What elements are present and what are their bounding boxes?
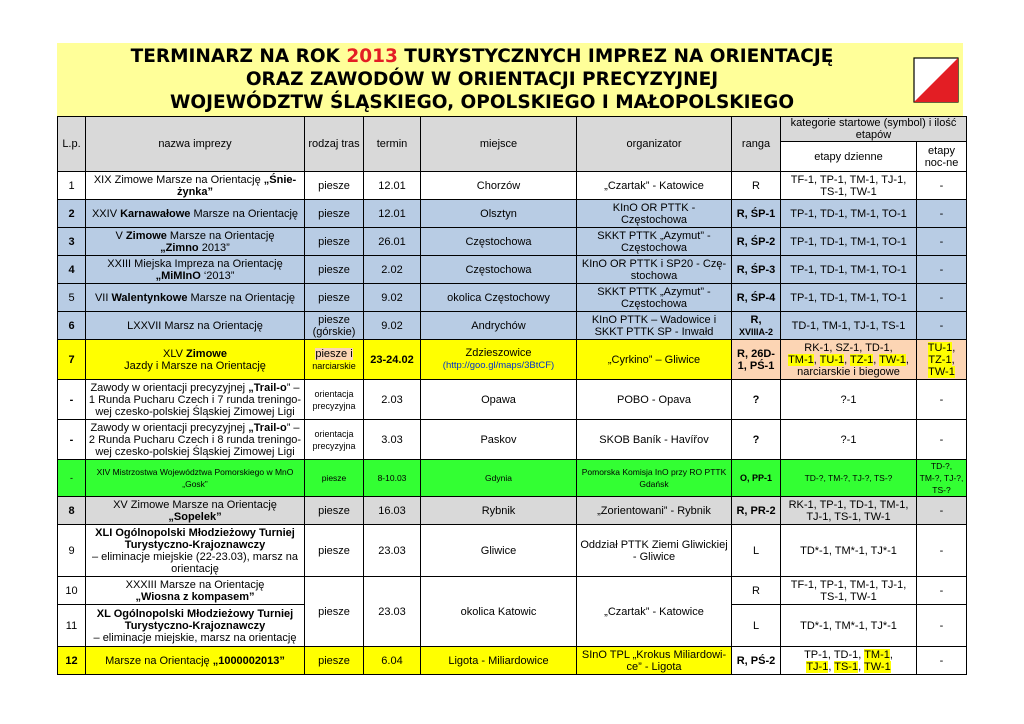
table-cell: piesze — [305, 647, 364, 675]
table-cell: RK-1, TP-1, TD-1, TM-1, TJ-1, TS-1, TW-1 — [781, 497, 917, 525]
table-cell — [86, 647, 305, 675]
table-cell: Ligota - Miliardowice — [421, 647, 577, 675]
cell-text: Marsze na Orientację — [105, 654, 213, 667]
table-cell: POBO - Opava — [577, 380, 732, 420]
table-cell — [86, 420, 305, 460]
table-cell: Andrychów — [421, 312, 577, 340]
table-cell: 23-24.02 — [364, 340, 421, 380]
table-cell: Pomorska Komisja InO przy RO PTTK Gdańsk — [577, 460, 732, 497]
table-cell: 9.02 — [364, 312, 421, 340]
header-lp: L.p. — [58, 117, 86, 172]
table-cell: - — [58, 380, 86, 420]
title-year: 2013 — [346, 46, 398, 67]
table-cell — [917, 340, 967, 380]
table-cell: 26.01 — [364, 228, 421, 256]
table-cell: 5 — [58, 284, 86, 312]
table-cell: 6.04 — [364, 647, 421, 675]
table-cell: piesze (górskie) — [305, 312, 364, 340]
table-cell: R, PR-2 — [732, 497, 781, 525]
title-line-2: ORAZ ZAWODÓW W ORIENTACJI PRECYZYJNEJ — [245, 69, 719, 90]
header-rank: ranga — [732, 117, 781, 172]
table-cell: TP-1, TD-1, TM-1, TO-1 — [781, 284, 917, 312]
table-cell: 12 — [58, 647, 86, 675]
table-cell: SKKT PTTK „Azymut” - Częstochowa — [577, 228, 732, 256]
cell-text: ” – 2 Runda Pucharu Czech i 8 runda treningo-wej czesko-polskiej Śląskiej Zimowej Ligi — [88, 421, 302, 458]
table-cell: piesze — [305, 284, 364, 312]
cell-text: Zawody w orientacji precyzyjnej — [90, 381, 249, 394]
header-categories: kategorie startowe (symbol) i ilość etapów — [781, 117, 967, 142]
cell-text: TP-1, TD-1, — [804, 648, 865, 661]
table-cell: TD-?, TM-?, TJ-?, TS-? — [917, 460, 967, 497]
table-row — [58, 497, 967, 525]
cell-text: „Zimno — [160, 241, 199, 254]
table-cell: - — [917, 420, 967, 460]
cell-text: XVIIIA-2 — [738, 326, 773, 337]
table-cell: Gliwice — [421, 525, 577, 577]
table-cell: 7 — [58, 340, 86, 380]
cell-text: XV Zimowe Marsze na Orientację — [113, 498, 277, 511]
table-row — [58, 380, 967, 420]
table-cell: 8-10.03 — [364, 460, 421, 497]
table-cell: Paskov — [421, 420, 577, 460]
table-cell: Gdynia — [421, 460, 577, 497]
table-cell: „Czartak” - Katowice — [577, 577, 732, 647]
table-cell: „Zorientowani” - Rybnik — [577, 497, 732, 525]
table-cell: 2.02 — [364, 256, 421, 284]
table-cell: okolica Częstochowy — [421, 284, 577, 312]
cell-text: , — [873, 353, 880, 366]
page-title — [57, 45, 907, 114]
table-cell: - — [917, 380, 967, 420]
table-cell: Częstochowa — [421, 228, 577, 256]
table-cell: 23.03 — [364, 525, 421, 577]
table-cell: - — [917, 525, 967, 577]
table-cell: 3.03 — [364, 420, 421, 460]
table-cell: 12.01 — [364, 200, 421, 228]
cell-text: , — [889, 648, 893, 661]
cell-text: TM-1 — [864, 648, 890, 661]
cell-text: piesze i — [315, 347, 353, 360]
table-cell: R, 26D-1, PŚ-1 — [732, 340, 781, 380]
cell-text: , — [844, 353, 851, 366]
table-cell — [732, 312, 781, 340]
cell-text: TW-1 — [864, 660, 891, 673]
table-cell — [781, 647, 917, 675]
table-cell: TP-1, TD-1, TM-1, TO-1 — [781, 228, 917, 256]
cell-text: ‘2013” — [200, 269, 235, 282]
title-line-3: WOJEWÓDZTW ŚLĄSKIEGO, OPOLSKIEGO I MAŁOPOLSKIEGO — [169, 92, 795, 113]
table-cell: - — [917, 647, 967, 675]
table-row — [58, 256, 967, 284]
table-header-row — [58, 117, 967, 142]
cell-text: – eliminacje miejskie, marsz na orientację — [93, 631, 297, 644]
table-cell: piesze — [305, 172, 364, 200]
table-cell: R, ŚP-2 — [732, 228, 781, 256]
table-row — [58, 312, 967, 340]
table-row — [58, 340, 967, 380]
cell-text: XXXIII Marsze na Orientację — [125, 578, 265, 591]
table-cell: 8 — [58, 497, 86, 525]
table-cell: okolica Katowic — [421, 577, 577, 647]
header-type: rodzaj tras — [305, 117, 364, 172]
table-cell: R, ŚP-1 — [732, 200, 781, 228]
table-row — [58, 228, 967, 256]
table-cell: Opawa — [421, 380, 577, 420]
table-cell: 2.03 — [364, 380, 421, 420]
table-cell: SKOB Baník - Havířov — [577, 420, 732, 460]
table-cell: R, PŚ-2 — [732, 647, 781, 675]
cell-text: , — [951, 353, 955, 366]
cell-text: TW-1 — [879, 353, 906, 366]
cell-text: , — [828, 660, 835, 673]
cell-text: TS-1 — [834, 660, 859, 673]
cell-text: Karnawałowe — [120, 207, 191, 220]
table-cell: - — [917, 284, 967, 312]
table-cell: TP-1, TD-1, TM-1, TO-1 — [781, 256, 917, 284]
table-cell: TD*-1, TM*-1, TJ*-1 — [781, 525, 917, 577]
table-row — [58, 460, 967, 497]
table-cell — [86, 497, 305, 525]
cell-text: Zdzieszowice — [465, 347, 532, 359]
cell-text: TZ-1 — [928, 353, 952, 366]
table-cell — [86, 577, 305, 605]
table-cell: piesze — [305, 200, 364, 228]
table-cell: 3 — [58, 228, 86, 256]
table-cell: ?-1 — [781, 380, 917, 420]
table-cell: piesze — [305, 228, 364, 256]
table-cell: Chorzów — [421, 172, 577, 200]
table-cell: orientacja precyzyjna — [305, 380, 364, 420]
table-cell — [86, 525, 305, 577]
cell-text: – eliminacje miejskie (22-23.03), marsz na orientację — [91, 550, 299, 575]
table-cell: 4 — [58, 256, 86, 284]
table-cell: SInO TPL „Krokus Miliardowi-ce” - Ligota — [577, 647, 732, 675]
table-cell: Rybnik — [421, 497, 577, 525]
header-name: nazwa imprezy — [86, 117, 305, 172]
table-cell — [305, 340, 364, 380]
table-cell: R — [732, 577, 781, 605]
cell-text: V — [115, 229, 126, 242]
table-cell: piesze — [305, 525, 364, 577]
cell-text: „Trail-o — [248, 381, 287, 394]
cell-text: TW-1 — [928, 365, 955, 378]
table-row — [58, 284, 967, 312]
table-cell: Częstochowa — [421, 256, 577, 284]
table-cell: KInO OR PTTK i SP20 - Czę-stochowa — [577, 256, 732, 284]
table-row — [58, 172, 967, 200]
cell-text: „Wiosna z kompasem” — [135, 590, 255, 603]
table-cell — [86, 340, 305, 380]
map-link[interactable]: (http://goo.gl/maps/3BtCF) — [442, 360, 555, 371]
table-cell: R, ŚP-3 — [732, 256, 781, 284]
table-cell: - — [917, 256, 967, 284]
cell-text: ” – 1 Runda Pucharu Czech i 7 runda treningo-wej czesko-polskiej Śląskiej Zimowej Ligi — [88, 381, 302, 418]
table-cell: piesze — [305, 460, 364, 497]
header-organizer: organizator — [577, 117, 732, 172]
table-cell: ? — [732, 420, 781, 460]
cell-text: TZ-1 — [850, 353, 874, 366]
table-cell — [86, 172, 305, 200]
table-cell: 2 — [58, 200, 86, 228]
table-cell: O, PP-1 — [732, 460, 781, 497]
table-cell: 12.01 — [364, 172, 421, 200]
cell-text: narciarskie — [312, 360, 356, 371]
table-cell: - — [917, 312, 967, 340]
cell-text: TM-1 — [788, 353, 814, 366]
cell-text: XXIV — [91, 207, 121, 220]
header-night-stages: etapy noc-ne — [917, 142, 967, 172]
table-cell: - — [58, 460, 86, 497]
table-cell: TD-1, TM-1, TJ-1, TS-1 — [781, 312, 917, 340]
table-cell: TP-1, TD-1, TM-1, TO-1 — [781, 200, 917, 228]
table-cell — [86, 605, 305, 647]
title-line-1: TERMINARZ NA ROK 2013 TURYSTYCZNYCH IMPREZ NA ORIENTACJĘ — [130, 46, 834, 67]
title-banner — [57, 43, 963, 116]
cell-text: XXIII Miejska Impreza na Orientację — [107, 257, 283, 270]
header-place: miejsce — [421, 117, 577, 172]
table-cell: TD*-1, TM*-1, TJ*-1 — [781, 605, 917, 647]
table-row — [58, 647, 967, 675]
table-cell: TF-1, TP-1, TM-1, TJ-1, TS-1, TW-1 — [781, 577, 917, 605]
cell-text: Zawody w orientacji precyzyjnej — [90, 421, 249, 434]
table-cell — [781, 340, 917, 380]
cell-text: „Sopelek” — [168, 510, 222, 523]
header-date: termin — [364, 117, 421, 172]
table-cell: TD-?, TM-?, TJ-?, TS-? — [781, 460, 917, 497]
table-cell: piesze — [305, 256, 364, 284]
table-cell: orientacja precyzyjna — [305, 420, 364, 460]
table-cell: SKKT PTTK „Azymut” - Częstochowa — [577, 284, 732, 312]
table-cell — [86, 200, 305, 228]
cell-text: Marsze na Orientację — [190, 207, 299, 220]
header-day-stages: etapy dzienne — [781, 142, 917, 172]
table-cell — [86, 228, 305, 256]
table-cell: LXXVII Marsz na Orientację — [86, 312, 305, 340]
table-cell: KInO OR PTTK - Częstochowa — [577, 200, 732, 228]
cell-text: VII — [94, 291, 112, 304]
cell-text: narciarskie i biegowe — [797, 365, 900, 378]
cell-text: „Śnie-żynka” — [176, 173, 297, 198]
cell-text: XIX Zimowe Marsze na Orientację — [93, 173, 264, 186]
table-cell: L — [732, 525, 781, 577]
table-cell: 16.03 — [364, 497, 421, 525]
cell-text: „MiMInO — [155, 269, 201, 282]
cell-text: Jazdy i Marsze na Orientację — [124, 359, 266, 372]
cell-text: , — [813, 353, 820, 366]
cell-text: , — [952, 341, 956, 354]
table-cell — [86, 284, 305, 312]
cell-text: XLI Ogólnopolski Młodzieżowy Turniej Turystyczno-Krajoznawczy — [95, 526, 295, 551]
table-cell: KInO PTTK – Wadowice i SKKT PTTK SP - Inwałd — [577, 312, 732, 340]
cell-text: TU-1 — [819, 353, 845, 366]
table-cell: R, ŚP-4 — [732, 284, 781, 312]
table-cell: ? — [732, 380, 781, 420]
cell-text: XL Ogólnopolski Młodzieżowy Turniej Turystyczno-Krajoznawczy — [96, 607, 294, 632]
table-cell: piesze — [305, 577, 364, 647]
cell-text: Marsze na Orientację — [166, 229, 275, 242]
table-cell: XIV Mistrzostwa Województwa Pomorskiego w MnO „Gosk” — [86, 460, 305, 497]
table-cell — [421, 340, 577, 380]
table-cell: piesze — [305, 497, 364, 525]
cell-text: XLV — [163, 347, 187, 360]
table-row — [58, 525, 967, 577]
cell-text: , — [858, 660, 864, 673]
cell-text: , — [905, 353, 909, 366]
cell-text: RK-1, SZ-1, TD-1, — [804, 341, 893, 354]
table-cell: - — [58, 420, 86, 460]
cell-text: Marsze na Orientację — [187, 291, 296, 304]
cell-text: „Trail-o — [248, 421, 287, 434]
table-cell: - — [917, 497, 967, 525]
table-cell: 6 — [58, 312, 86, 340]
table-cell: Oddział PTTK Ziemi Gliwickiej - Gliwice — [577, 525, 732, 577]
cell-text: 2013” — [198, 241, 230, 254]
table-cell: 23.03 — [364, 577, 421, 647]
table-cell: - — [917, 228, 967, 256]
events-table — [57, 116, 967, 675]
table-cell: 9.02 — [364, 284, 421, 312]
cell-text: Zimowe — [125, 229, 167, 242]
table-cell: TF-1, TP-1, TM-1, TJ-1, TS-1, TW-1 — [781, 172, 917, 200]
table-cell: - — [917, 605, 967, 647]
cell-text: „1000002013” — [212, 654, 285, 667]
table-cell: - — [917, 172, 967, 200]
table-cell: 10 — [58, 577, 86, 605]
table-cell: ?-1 — [781, 420, 917, 460]
cell-text: Zimowe — [186, 347, 227, 360]
table-cell: 1 — [58, 172, 86, 200]
table-cell: „Czartak” - Katowice — [577, 172, 732, 200]
cell-text: R, — [750, 313, 762, 326]
cell-text: Walentynkowe — [111, 291, 188, 304]
table-row — [58, 200, 967, 228]
table-row — [58, 420, 967, 460]
table-cell — [86, 380, 305, 420]
cell-text: TU-1 — [927, 341, 953, 354]
table-cell: - — [917, 200, 967, 228]
table-cell: 9 — [58, 525, 86, 577]
table-row — [58, 577, 967, 605]
orienteering-flag-icon — [913, 57, 959, 103]
table-cell: L — [732, 605, 781, 647]
cell-text: TJ-1 — [806, 660, 829, 673]
table-cell: - — [917, 577, 967, 605]
table-cell: 11 — [58, 605, 86, 647]
table-cell: Olsztyn — [421, 200, 577, 228]
table-cell — [86, 256, 305, 284]
table-cell: „Cyrkino” – Gliwice — [577, 340, 732, 380]
table-cell: R — [732, 172, 781, 200]
